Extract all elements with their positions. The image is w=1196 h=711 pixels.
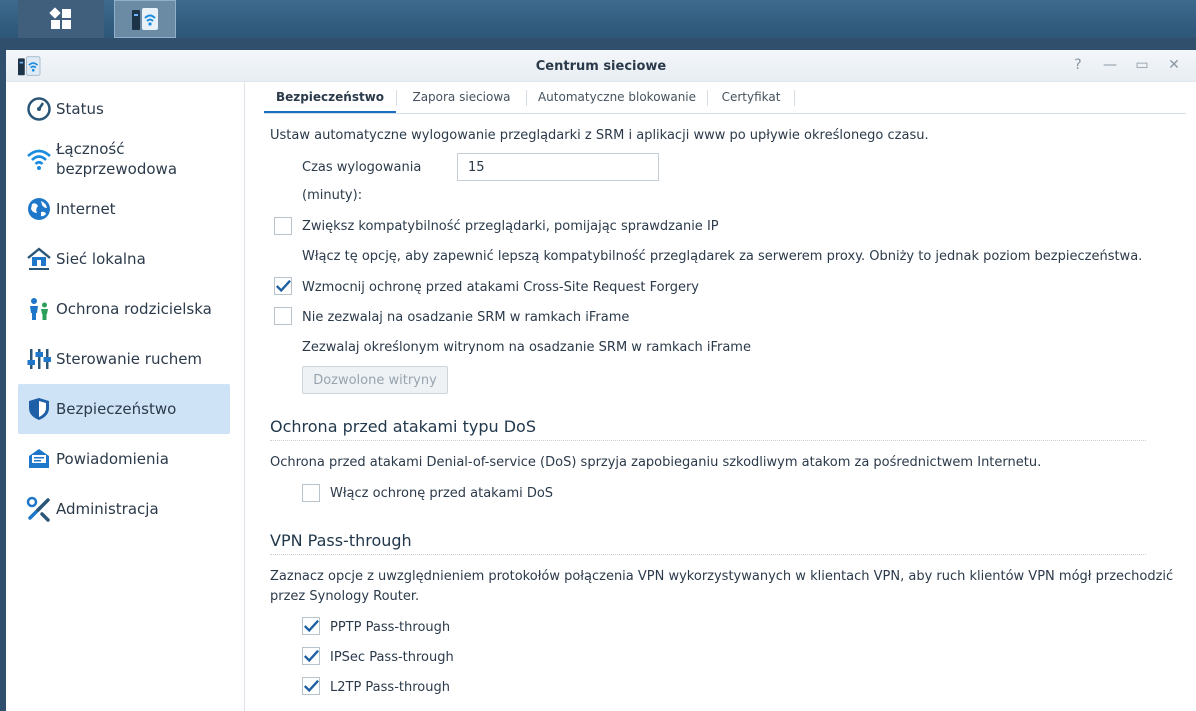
tab-firewall[interactable]: Zapora sieciowa [412,90,511,104]
sliders-icon [26,346,52,372]
close-button[interactable]: ✕ [1168,57,1180,73]
taskbar [0,0,1196,38]
globe-icon [26,196,52,222]
compat-checkbox-label: Zwiększ kompatybilność przeglądarki, pomijając sprawdzanie IP [302,219,719,234]
compat-checkbox[interactable] [274,217,292,235]
pptp-checkbox-label: PPTP Pass-through [330,620,451,635]
allowed-sites-button[interactable]: Dozwolone witryny [302,366,448,394]
logout-time-label: Czas wylogowania [302,160,422,175]
sidebar-item-label: Administracja [56,500,159,518]
pptp-checkbox[interactable] [302,617,320,635]
vpn-description-line1: Zaznacz opcje z uwzględnieniem protokołów połączenia VPN wykorzystywanych w klientach VPN, aby ruch klientów VPN mógł przechodzić [270,569,1174,584]
sidebar-item-local-network[interactable] [18,234,230,284]
checkmark-icon [303,647,319,665]
logout-time-unit-label: (minuty): [302,188,363,203]
minimize-button[interactable]: — [1103,57,1117,73]
sidebar-item-label: Łączność bezprzewodowa [56,140,178,178]
iframe-note: Zezwalaj określonym witrynom na osadzanie SRM w ramkach iFrame [302,340,751,355]
tab-auto-block[interactable]: Automatyczne blokowanie [537,90,697,104]
checkmark-icon [303,617,319,635]
sidebar-item-label: Bezpieczeństwo [56,400,177,418]
sidebar-item-traffic-control[interactable] [18,334,230,384]
sidebar [6,82,245,711]
sidebar-item-label: Powiadomienia [56,450,169,468]
maximize-button[interactable]: ▭ [1135,57,1149,73]
tools-icon [26,496,52,522]
csrf-checkbox[interactable] [274,277,292,295]
checkmark-icon [303,677,319,695]
router-wifi-icon [130,6,160,32]
csrf-checkbox-label: Wzmocnij ochronę przed atakami Cross-Site Request Forgery [302,280,699,295]
tab-bar [264,82,1186,114]
sidebar-item-parental-control[interactable] [18,284,230,334]
shield-icon [26,396,52,422]
compat-note: Włącz tę opcję, aby zapewnić lepszą kompatybilność przeglądarek za serwerem proxy. Obniży to jednak poziom bezpieczeństwa. [302,249,1143,264]
tab-security[interactable]: Bezpieczeństwo [264,82,396,113]
iframe-checkbox-label: Nie zezwalaj na osadzanie SRM w ramkach iFrame [302,310,630,325]
sidebar-item-label: Sterowanie ruchem [56,350,203,368]
tab-divider [794,90,795,106]
gauge-icon [26,96,52,122]
ipsec-checkbox-label: IPSec Pass-through [330,650,454,665]
logout-intro-text: Ustaw automatyczne wylogowanie przeglądarki z SRM i aplikacji www po upływie określonego czasu. [270,128,929,143]
sidebar-item-internet[interactable] [18,184,230,234]
ipsec-checkbox[interactable] [302,647,320,665]
security-panel [246,114,1196,711]
sidebar-item-label: Status [56,100,104,118]
sidebar-item-label: Internet [56,200,116,218]
section-divider [270,440,1146,441]
vpn-description-line2: przez Synology Router. [270,589,420,604]
checkmark-icon [275,277,291,295]
notification-icon [26,446,52,472]
logout-time-input[interactable] [457,153,659,181]
l2tp-checkbox[interactable] [302,677,320,695]
iframe-checkbox[interactable] [274,307,292,325]
sidebar-item-status[interactable] [18,84,230,134]
sidebar-item-wireless[interactable] [18,134,230,184]
sidebar-item-label: Ochrona rodzicielska [56,300,212,318]
l2tp-checkbox-label: L2TP Pass-through [330,680,450,695]
home-network-icon [26,246,52,272]
section-divider [270,554,1146,555]
tab-certificate[interactable]: Certyfikat [721,90,781,104]
network-center-window [6,50,1196,711]
sidebar-item-notifications[interactable] [18,434,230,484]
main-menu-icon [49,7,73,31]
sidebar-item-administration[interactable] [18,484,230,534]
dos-description: Ochrona przed atakami Denial-of-service (DoS) sprzyja zapobieganiu szkodliwym atakom za pośrednictwem Internetu. [270,455,1042,470]
sidebar-item-security[interactable] [18,384,230,434]
family-icon [26,296,52,322]
dos-section-title: Ochrona przed atakami typu DoS [270,417,536,436]
help-button[interactable]: ? [1074,57,1082,73]
window-title: Centrum sieciowe [535,59,667,74]
sidebar-item-label: Sieć lokalna [56,250,146,268]
main-menu-button[interactable] [18,0,104,38]
dos-checkbox[interactable] [302,484,320,502]
wifi-icon [26,146,52,172]
dos-checkbox-label: Włącz ochronę przed atakami DoS [330,486,554,501]
vpn-section-title: VPN Pass-through [270,531,412,550]
network-center-taskbar-button[interactable] [114,0,176,38]
window-titlebar[interactable] [6,50,1196,82]
